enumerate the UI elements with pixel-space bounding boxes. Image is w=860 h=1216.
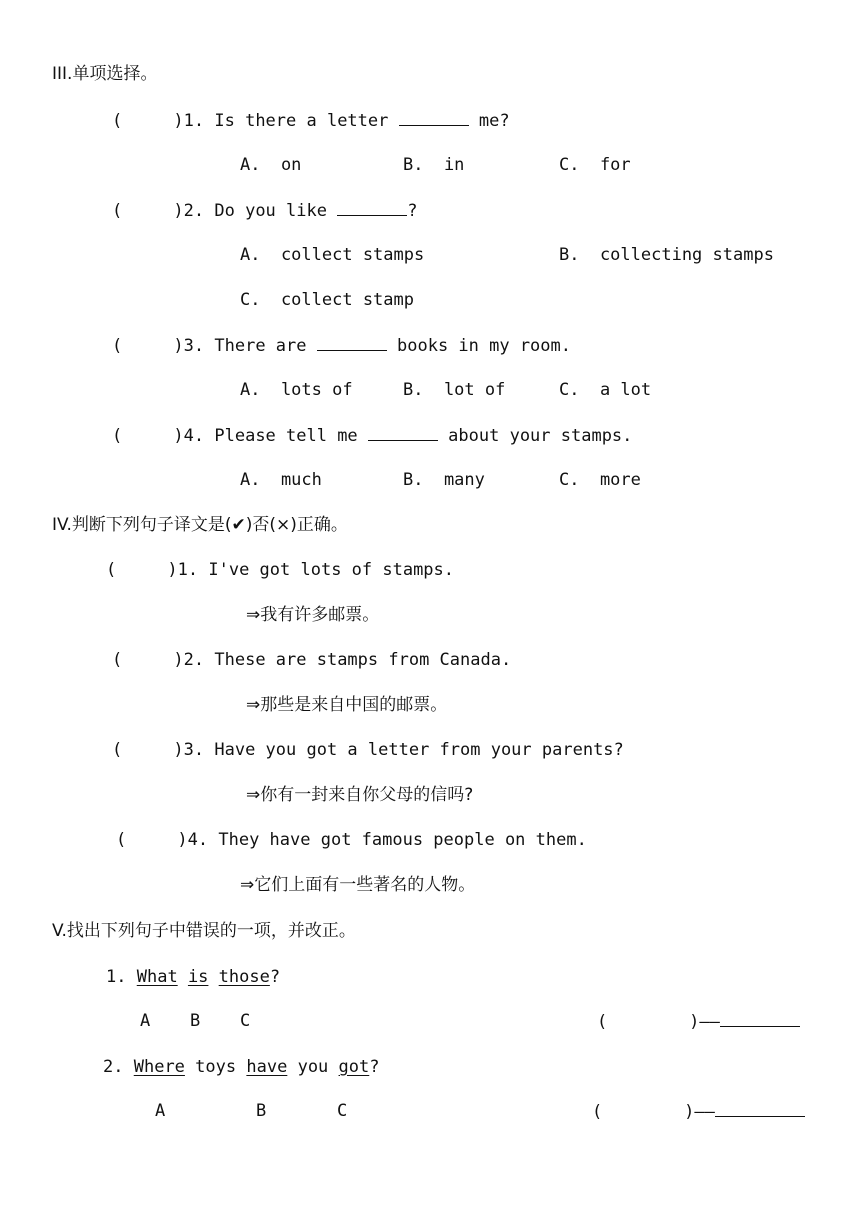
question-text: books in my room.	[397, 336, 571, 356]
question-text: Please tell me	[214, 426, 358, 446]
letter-c: C	[337, 1101, 348, 1121]
question-text: ?	[407, 201, 418, 221]
question-4	[112, 424, 632, 447]
judge-item-4	[116, 829, 587, 851]
question-2	[112, 199, 417, 222]
english-sentence: I've got lots of stamps.	[208, 560, 455, 580]
judge-item-3	[112, 739, 624, 761]
option-c: C. a lot	[559, 380, 652, 400]
option-b: B. in	[403, 155, 465, 175]
sentence-word: you	[297, 1057, 329, 1077]
letter-c: C	[240, 1011, 251, 1031]
sentence-punctuation: ?	[369, 1057, 380, 1077]
blank-line[interactable]	[337, 199, 407, 216]
correction-blank[interactable]	[720, 1010, 800, 1027]
chinese-translation: ⇒那些是来自中国的邮票。	[246, 695, 448, 715]
answer-paren[interactable]: ( )2.	[112, 650, 205, 670]
sentence-punctuation: ?	[269, 967, 281, 987]
question-text: There are	[214, 336, 307, 356]
option-b: B. collecting stamps	[559, 245, 774, 265]
section-3-heading: III.单项选择。	[52, 64, 158, 84]
answer-paren[interactable]: ( )2.	[112, 201, 205, 221]
question-1	[112, 109, 510, 132]
answer-slot-2	[592, 1100, 805, 1123]
question-3	[112, 334, 571, 357]
letter-b: B	[190, 1011, 201, 1031]
option-c: C. collect stamp	[240, 290, 414, 310]
question-text: about your stamps.	[448, 426, 633, 446]
underlined-word: got	[338, 1057, 370, 1077]
blank-line[interactable]	[368, 424, 438, 441]
sentence-word: toys	[195, 1057, 237, 1077]
question-text: Is there a letter	[214, 111, 389, 131]
underlined-word: Where	[133, 1057, 185, 1077]
error-sentence-2	[103, 1056, 380, 1078]
option-a: A. collect stamps	[240, 245, 425, 265]
english-sentence: These are stamps from Canada.	[214, 650, 512, 670]
underlined-word: those	[218, 967, 270, 987]
option-b: B. lot of	[403, 380, 506, 400]
error-sentence-1	[106, 966, 280, 988]
underlined-word: What	[136, 967, 178, 987]
underlined-word: have	[246, 1057, 288, 1077]
answer-paren[interactable]: ( )1.	[112, 111, 205, 131]
answer-paren[interactable]: ( )3.	[112, 336, 205, 356]
english-sentence: Have you got a letter from your parents?	[214, 740, 624, 760]
blank-line[interactable]	[317, 334, 387, 351]
correction-blank[interactable]	[715, 1100, 805, 1117]
item-number: 2.	[103, 1057, 124, 1077]
judge-item-1	[106, 559, 454, 581]
letter-b: B	[256, 1101, 267, 1121]
answer-paren[interactable]: ( )——	[597, 1012, 720, 1032]
chinese-translation: ⇒你有一封来自你父母的信吗?	[246, 785, 474, 805]
option-a: A. on	[240, 155, 302, 175]
option-a: A. lots of	[240, 380, 353, 400]
question-text: me?	[478, 111, 510, 131]
option-b: B. many	[403, 470, 485, 490]
answer-paren[interactable]: ( )1.	[106, 560, 199, 580]
chinese-translation: ⇒它们上面有一些著名的人物。	[240, 875, 476, 895]
section-4-heading: IV.判断下列句子译文是(✔)否(×)正确。	[52, 515, 348, 535]
answer-paren[interactable]: ( )4.	[112, 426, 205, 446]
underlined-word: is	[187, 967, 209, 987]
letter-a: A	[140, 1011, 151, 1031]
blank-line[interactable]	[399, 109, 469, 126]
question-text: Do you like	[214, 201, 327, 221]
option-c: C. for	[559, 155, 631, 175]
answer-paren[interactable]: ( )——	[592, 1102, 715, 1122]
answer-paren[interactable]: ( )3.	[112, 740, 205, 760]
option-a: A. much	[240, 470, 322, 490]
item-number: 1.	[106, 967, 127, 987]
answer-paren[interactable]: ( )4.	[116, 830, 209, 850]
judge-item-2	[112, 649, 511, 671]
section-5-heading: V.找出下列句子中错误的一项，并改正。	[52, 921, 356, 941]
english-sentence: They have got famous people on them.	[218, 830, 587, 850]
answer-slot-1	[597, 1010, 800, 1033]
option-c: C. more	[559, 470, 641, 490]
letter-a: A	[155, 1101, 166, 1121]
chinese-translation: ⇒我有许多邮票。	[246, 605, 380, 625]
